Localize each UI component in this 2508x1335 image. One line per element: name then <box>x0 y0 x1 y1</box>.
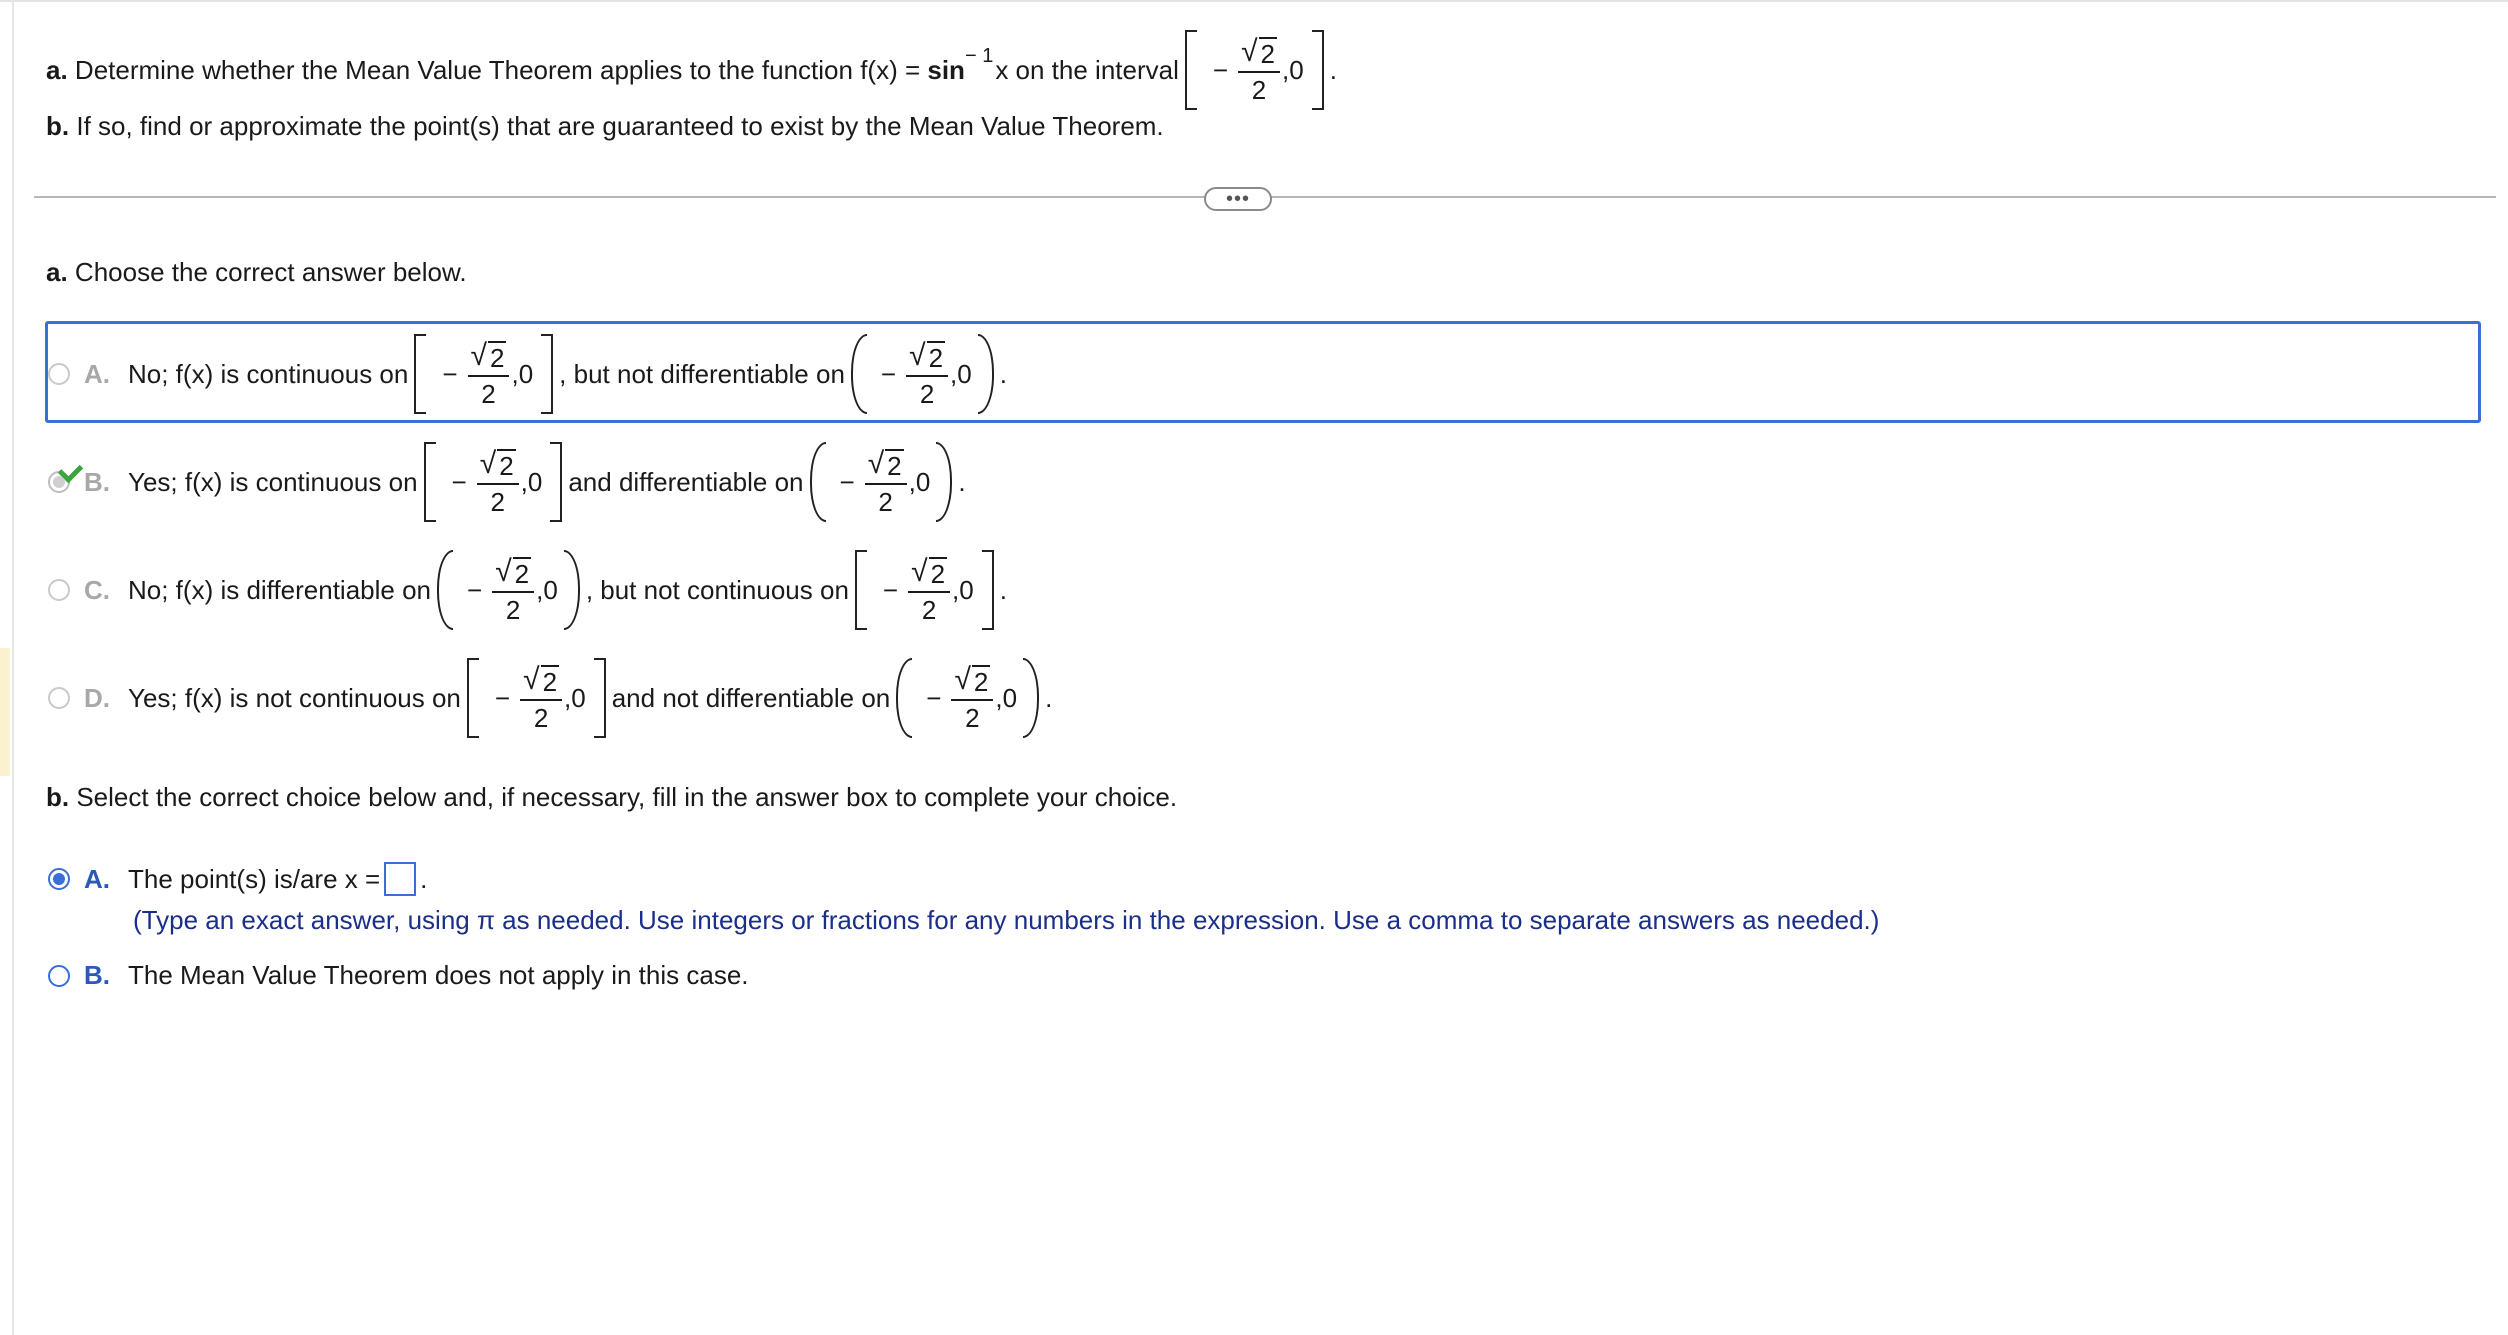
answer-hint: (Type an exact answer, using π as needed. Use integers or fractions for any numbers in the expression. Use a comma to separate answers as needed.) <box>133 905 1880 935</box>
denominator: 2 <box>490 487 505 517</box>
radicand: 2 <box>490 343 505 373</box>
section-b-prompt <box>46 782 1177 813</box>
function-name: sin <box>927 54 965 85</box>
close-paren <box>936 442 952 522</box>
left-rule <box>12 0 14 1335</box>
option-a-end: . <box>999 358 1007 389</box>
section-a-label: a. <box>46 257 68 287</box>
open-bracket <box>467 658 479 738</box>
radical-sign: √ <box>479 447 497 480</box>
fraction <box>468 341 510 407</box>
section-a-prompt <box>46 257 467 288</box>
option-a-closed-interval <box>408 334 559 414</box>
option-b-closed-interval <box>418 442 569 522</box>
option-d-text-2: and not differentiable on <box>611 682 891 713</box>
open-bracket <box>424 442 436 522</box>
close-bracket <box>594 658 606 738</box>
option-c-radio[interactable] <box>48 579 70 601</box>
open-paren <box>896 658 912 738</box>
option-d-radio[interactable] <box>48 687 70 709</box>
question-part-a: a. Determine whether the Mean Value Theorem applies to the function f(x) = sin − 1 x on the interval − √ 2 2 ,0 . <box>46 30 1337 110</box>
radical-sign: √ <box>1241 35 1258 68</box>
option-d-letter: D. <box>84 682 110 713</box>
radicand: 2 <box>887 451 902 481</box>
part-b-option-b-radio[interactable] <box>48 965 70 987</box>
part-b-option-a[interactable] <box>48 862 427 896</box>
radicand: 2 <box>930 559 946 589</box>
question-part-b <box>46 111 1164 142</box>
close-paren <box>978 334 994 414</box>
fraction <box>908 557 950 623</box>
minus-sign: − <box>494 682 511 713</box>
fraction <box>520 665 562 731</box>
denominator: 2 <box>919 379 935 409</box>
part-b-text: If so, find or approximate the point(s) that are guaranteed to exist by the Mean Value Theorem. <box>76 111 1164 141</box>
option-a-radio[interactable] <box>48 363 70 385</box>
close-bracket <box>541 334 553 414</box>
radical-sign: √ <box>909 339 926 372</box>
fraction <box>865 449 907 515</box>
option-a-open-interval <box>845 334 1000 414</box>
close-bracket <box>982 550 994 630</box>
denominator: 2 <box>505 595 521 625</box>
part-b-option-b[interactable] <box>48 960 749 991</box>
open-paren <box>810 442 826 522</box>
option-b[interactable] <box>48 442 966 522</box>
part-b-option-a-end: . <box>420 863 428 894</box>
option-a-letter: A. <box>84 358 110 389</box>
close-paren <box>564 550 580 630</box>
part-a-label: a. <box>46 54 68 85</box>
open-bracket <box>855 550 867 630</box>
checkmark-icon <box>58 458 83 483</box>
part-b-option-b-letter: B. <box>84 960 110 990</box>
minus-sign: − <box>880 358 897 389</box>
option-b-end: . <box>958 466 966 497</box>
minus-sign: − <box>882 574 899 605</box>
minus-sign: − <box>451 466 467 497</box>
radicand: 2 <box>973 667 989 697</box>
option-c-open-interval <box>431 550 586 630</box>
interval-end: ,0 <box>520 466 543 497</box>
option-a[interactable] <box>48 334 1007 414</box>
option-c-end: . <box>999 574 1007 605</box>
radicand: 2 <box>542 667 558 697</box>
option-b-text-1: Yes; f(x) is continuous on <box>128 466 418 497</box>
interval-end: ,0 <box>908 466 931 497</box>
function-exponent: − 1 <box>964 44 994 67</box>
option-b-text-2: and differentiable on <box>568 466 804 497</box>
section-a-prompt-text: Choose the correct answer below. <box>74 257 467 287</box>
denominator: 2 <box>921 595 937 625</box>
part-b-option-a-radio[interactable] <box>48 868 70 890</box>
radical-sign: √ <box>470 339 488 372</box>
open-bracket <box>414 334 426 414</box>
question-interval <box>1179 30 1330 110</box>
option-d-end: . <box>1045 682 1053 713</box>
minus-sign: − <box>442 358 458 389</box>
radical-sign: √ <box>495 555 512 588</box>
minus-sign: − <box>926 682 942 713</box>
fraction <box>492 557 534 623</box>
interval-fraction <box>1238 37 1280 103</box>
minus-sign: − <box>839 466 855 497</box>
open-paren <box>851 334 867 414</box>
fraction <box>477 449 519 515</box>
interval-end: ,0 <box>1282 54 1304 85</box>
radicand: 2 <box>499 451 514 481</box>
part-a-text: Determine whether the Mean Value Theorem applies to the function f(x) = <box>74 54 921 85</box>
option-c[interactable] <box>48 550 1007 630</box>
radical-sign: √ <box>523 663 540 696</box>
radicand: 2 <box>1260 39 1275 69</box>
interval-open-bracket <box>1185 30 1197 110</box>
open-paren <box>437 550 453 630</box>
fraction <box>906 341 948 407</box>
radical-sign: √ <box>867 447 885 480</box>
option-b-radio[interactable] <box>48 471 70 493</box>
radical-sign: √ <box>911 555 928 588</box>
radicand: 2 <box>514 559 530 589</box>
denominator: 2 <box>1251 75 1267 105</box>
option-c-text-1: No; f(x) is differentiable on <box>128 574 431 605</box>
part-b-option-b-text: The Mean Value Theorem does not apply in this case. <box>128 960 749 990</box>
interval-minus: − <box>1212 54 1229 85</box>
close-paren <box>1023 658 1039 738</box>
minus-sign: − <box>467 574 483 605</box>
part-b-option-a-letter: A. <box>84 863 110 894</box>
interval-end: ,0 <box>536 574 558 605</box>
left-accent-bar <box>0 648 10 776</box>
part-b-option-a-text: The point(s) is/are x = <box>128 863 381 894</box>
section-b-prompt-text: Select the correct choice below and, if necessary, fill in the answer box to complete your choice. <box>76 782 1178 812</box>
answer-input[interactable] <box>384 862 416 896</box>
interval-end: ,0 <box>952 574 974 605</box>
denominator: 2 <box>533 703 549 733</box>
radical-sign: √ <box>954 663 971 696</box>
fraction <box>951 665 993 731</box>
interval-end: ,0 <box>995 682 1018 713</box>
option-a-text-2: , but not differentiable on <box>559 358 845 389</box>
function-variable: x on the interval <box>995 54 1179 85</box>
option-d-closed-interval <box>461 658 612 738</box>
denominator: 2 <box>481 379 496 409</box>
interval-end: ,0 <box>564 682 586 713</box>
radicand: 2 <box>928 343 944 373</box>
option-c-text-2: , but not continuous on <box>585 574 849 605</box>
option-b-letter: B. <box>84 466 110 497</box>
option-c-letter: C. <box>84 574 110 605</box>
interval-end: ,0 <box>950 358 972 389</box>
option-d[interactable] <box>48 658 1052 738</box>
option-b-open-interval <box>804 442 959 522</box>
option-d-text-1: Yes; f(x) is not continuous on <box>128 682 461 713</box>
close-bracket <box>550 442 562 522</box>
top-rule <box>0 0 2508 2</box>
option-a-text-1: No; f(x) is continuous on <box>128 358 409 389</box>
section-b-label: b. <box>46 782 70 812</box>
option-c-closed-interval <box>849 550 1000 630</box>
interval-close-bracket <box>1312 30 1324 110</box>
interval-end: ,0 <box>511 358 534 389</box>
denominator: 2 <box>965 703 980 733</box>
denominator: 2 <box>878 487 893 517</box>
part-b-label: b. <box>46 111 70 141</box>
option-d-open-interval <box>890 658 1045 738</box>
more-options-button[interactable]: ••• <box>1204 187 1272 211</box>
